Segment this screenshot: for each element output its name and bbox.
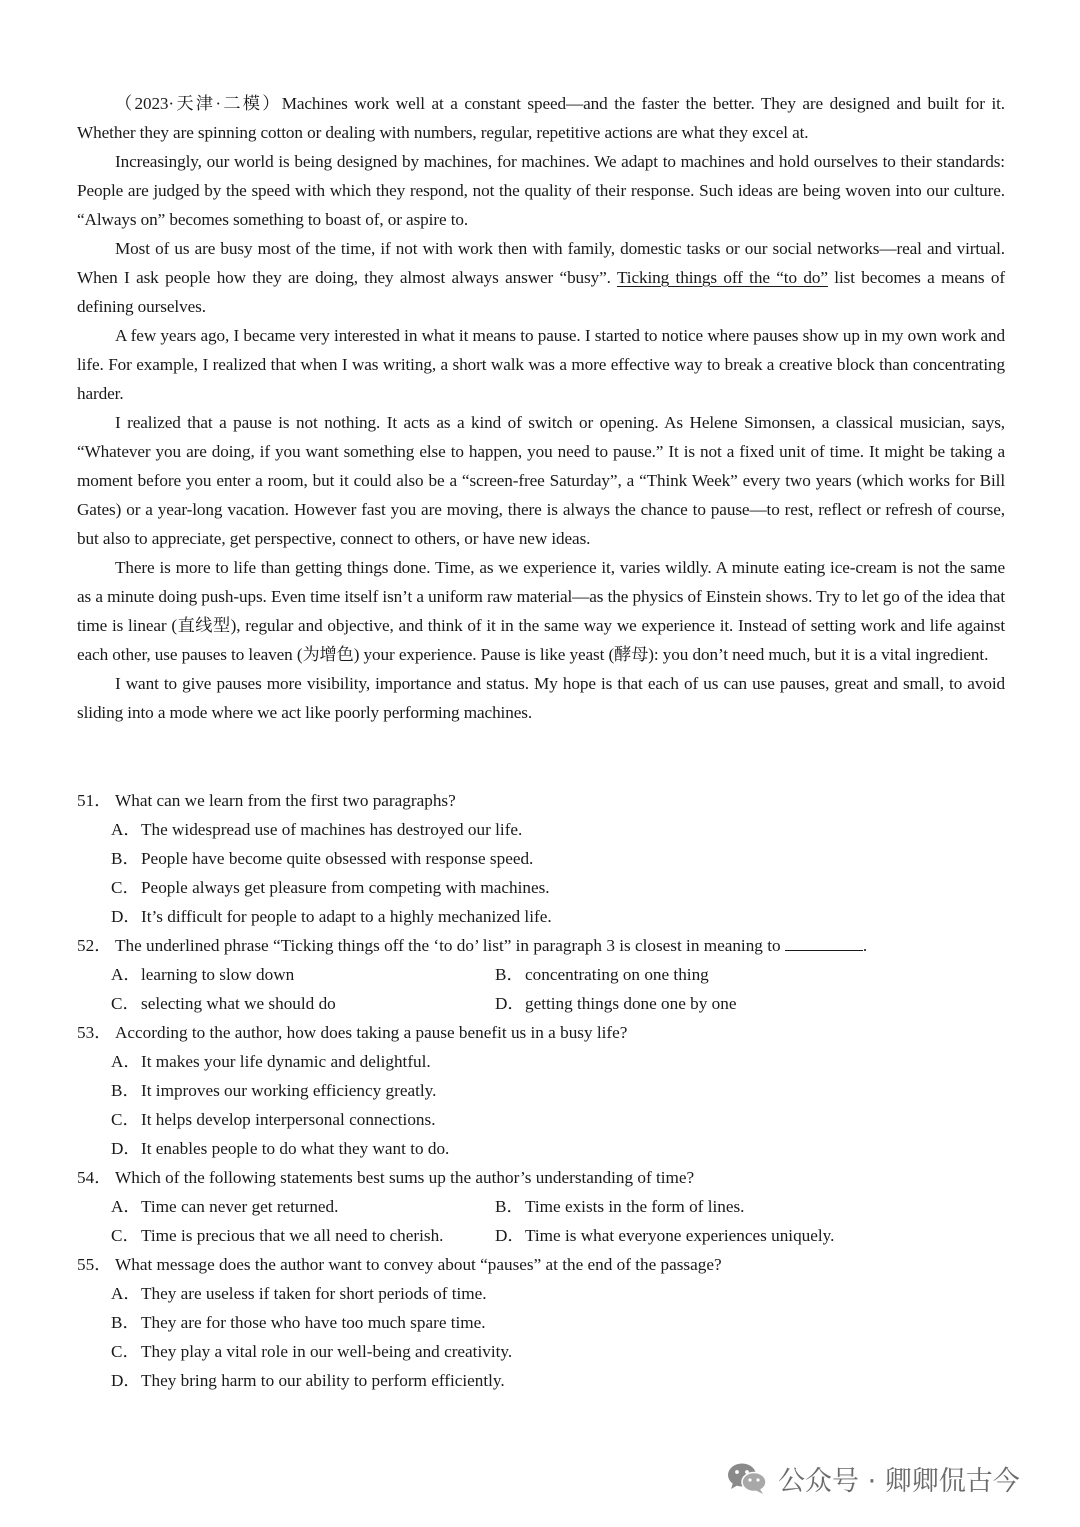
- option-54-c: C．Time is precious that we all need to cherish.: [111, 1226, 444, 1245]
- wechat-icon: [726, 1461, 768, 1495]
- reading-passage: [77, 89, 1005, 727]
- paragraph-2: Increasingly, our world is being designed by machines, for machines. We adapt to machines and hold ourselves to their standards: People are judged by the speed with which they respond, not the quality of their response. Such ideas are being woven into our culture. “Always on” becomes something to boast of, or aspire to.: [77, 152, 1005, 229]
- options-52-row-1: [77, 960, 1005, 989]
- question-list: [77, 786, 1005, 1395]
- answer-blank: [785, 934, 863, 951]
- watermark: [726, 1458, 1020, 1498]
- question-53: 53． According to the author, how does taking a pause benefit us in a busy life?: [77, 1023, 628, 1042]
- option-52-b: B．concentrating on one thing: [495, 965, 709, 984]
- question-source: （2023·天津·二模）: [115, 94, 282, 113]
- option-52-c: C．selecting what we should do: [111, 994, 336, 1013]
- paragraph-5: I realized that a pause is not nothing. It acts as a kind of switch or opening. As Helene Simonsen, a classical musician, says, “Whatever you are doing, if you want something else to happen, you need to pause.” It is not a fixed unit of time. It might be taking a moment before you enter a room, but it could also be a “screen-free Saturday”, a “Think Week” every two years (which works for Bill Gates) or a year-long vacation. However fast you are moving, there is always the chance to pause—to rest, reflect or refresh of course, but also to appreciate, get perspective, connect to others, or have new ideas.: [77, 413, 1005, 548]
- option-51-c: C．People always get pleasure from competing with machines.: [111, 878, 550, 897]
- option-53-c: C．It helps develop interpersonal connections.: [111, 1110, 436, 1129]
- option-53-d: D．It enables people to do what they want to do.: [111, 1139, 450, 1158]
- question-54: 54． Which of the following statements best sums up the author’s understanding of time?: [77, 1168, 695, 1187]
- option-51-b: B．People have become quite obsessed with response speed.: [111, 849, 534, 868]
- paragraph-6: There is more to life than getting things done. Time, as we experience it, varies wildly. A minute eating ice-cream is not the same as a minute doing push-ups. Even time itself isn’t a uniform raw material—as the physics of Einstein shows. Try to let go of the idea that time is linear (直线型), regular and objective, and think of it in the same way we experience it. Instead of setting work and life against each other, use pauses to leaven (为增色) your experience. Pause is like yeast (酵母): you don’t need much, but it is a vital ingredient.: [77, 558, 1005, 664]
- option-55-c: C．They play a vital role in our well-being and creativity.: [111, 1342, 513, 1361]
- paragraph-4: A few years ago, I became very interested in what it means to pause. I started to notice where pauses show up in my own work and life. For example, I realized that when I was writing, a short walk was a more effective way to break a creative block than concentrating harder.: [77, 326, 1005, 403]
- option-52-d: D．getting things done one by one: [495, 994, 737, 1013]
- option-55-d: D．They bring harm to our ability to perform efficiently.: [111, 1371, 505, 1390]
- option-53-b: B．It improves our working efficiency greatly.: [111, 1081, 437, 1100]
- paragraph-1: （2023·天津·二模）Machines work well at a constant speed—and the faster the better. They are designed and built for it. Whether they are spinning cotton or dealing with numbers, regular, repetitive actions are what they excel at.: [77, 94, 1005, 142]
- options-54-row-2: [77, 1221, 1005, 1250]
- option-55-a: A．They are useless if taken for short periods of time.: [111, 1284, 487, 1303]
- option-55-b: B．They are for those who have too much spare time.: [111, 1313, 486, 1332]
- option-54-a: A．Time can never get returned.: [111, 1197, 339, 1216]
- question-55: 55． What message does the author want to convey about “pauses” at the end of the passage?: [77, 1255, 722, 1274]
- option-51-a: A．The widespread use of machines has destroyed our life.: [111, 820, 523, 839]
- watermark-text: 公众号 · 卿卿侃古今: [778, 1465, 1020, 1497]
- paragraph-7: I want to give pauses more visibility, importance and status. My hope is that each of us can use pauses, great and small, to avoid sliding into a mode where we act like poorly performing machines.: [77, 674, 1005, 722]
- options-52-row-2: [77, 989, 1005, 1018]
- question-51: 51． What can we learn from the first two paragraphs?: [77, 791, 456, 810]
- option-54-d: D．Time is what everyone experiences uniquely.: [495, 1226, 835, 1245]
- option-52-a: A．learning to slow down: [111, 965, 295, 984]
- underlined-phrase: Ticking things off the “to do”: [616, 268, 828, 287]
- question-52: 52． The underlined phrase “Ticking things off the ‘to do’ list” in paragraph 3 is closest in meaning to .: [77, 936, 868, 955]
- option-53-a: A．It makes your life dynamic and delightful.: [111, 1052, 431, 1071]
- option-51-d: D．It’s difficult for people to adapt to a highly mechanized life.: [111, 907, 552, 926]
- option-54-b: B．Time exists in the form of lines.: [495, 1197, 745, 1216]
- options-54-row-1: [77, 1192, 1005, 1221]
- paragraph-3: Most of us are busy most of the time, if not with work then with family, domestic tasks or our social networks—real and virtual. When I ask people how they are doing, they almost always answer “busy”. Ticking things off the “to do” list becomes a means of defining ourselves.: [77, 239, 1005, 316]
